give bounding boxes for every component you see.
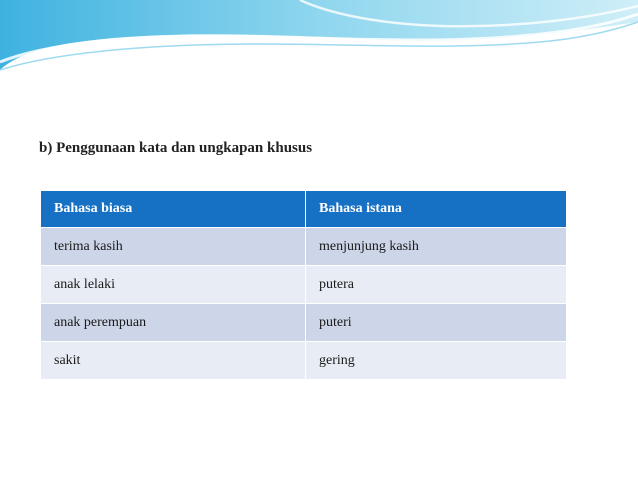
cell-ordinary: sakit [41, 342, 306, 380]
cell-palace: menjunjung kasih [306, 228, 567, 266]
table-header-row [41, 191, 567, 228]
cell-ordinary: anak lelaki [41, 266, 306, 304]
slide-heading: b) Penggunaan kata dan ungkapan khusus [39, 140, 313, 156]
header-cell-palace: Bahasa istana [306, 191, 567, 228]
cell-palace: gering [306, 342, 567, 380]
vocabulary-table [40, 190, 567, 380]
cell-palace: putera [306, 266, 567, 304]
table-row [41, 342, 567, 380]
table-row [41, 266, 567, 304]
table-row [41, 228, 567, 266]
cell-ordinary: anak perempuan [41, 304, 306, 342]
cell-ordinary: terima kasih [41, 228, 306, 266]
cell-palace: puteri [306, 304, 567, 342]
header-wave-decoration [0, 0, 638, 80]
header-cell-ordinary: Bahasa biasa [41, 191, 306, 228]
table-row [41, 304, 567, 342]
